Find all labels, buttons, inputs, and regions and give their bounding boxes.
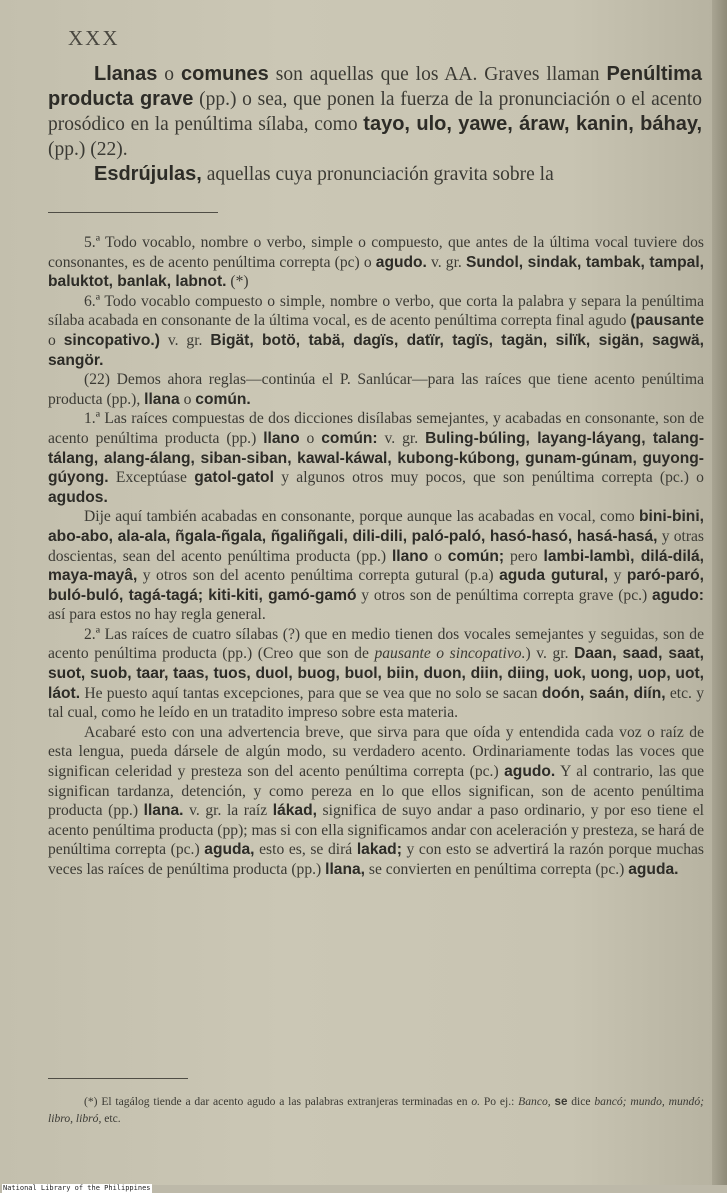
bold-term: agudo. <box>504 763 556 781</box>
library-credit: National Library of the Philippines <box>3 1184 151 1192</box>
bold-term: doón, saán, diín, <box>541 684 666 702</box>
notes-section <box>48 233 704 880</box>
bold-term: llano <box>263 429 300 447</box>
bold-term: común: <box>321 429 378 447</box>
bold-term: común; <box>447 547 505 565</box>
text-run: o <box>48 331 64 349</box>
bold-term: agudos. <box>48 488 108 506</box>
main-text <box>48 62 702 187</box>
text-run: Dije aquí también acabadas en consonante, porque aunque las acabadas en vocal, como <box>84 508 640 526</box>
page-number: XXX <box>68 26 120 50</box>
italic-term: pausante o sincopativo. <box>374 645 526 663</box>
bold-term: se <box>554 1095 568 1108</box>
bold-term: (pausante <box>630 312 704 330</box>
bold-term: aguda, <box>204 841 255 859</box>
bold-term: llano <box>391 547 429 565</box>
text-run: son aquellas que los AA. Graves llaman <box>268 64 607 85</box>
text-run: He puesto aquí tantas excepciones, para que se vea que no solo se sacan <box>80 684 542 702</box>
bold-term: Daan, saad, saat, suot, suob, taar, taas, tuos, duol, buog, buol, biin, duon, diin, diing, uok, uong, uop, uot, láot. <box>48 645 704 702</box>
text-run: significa de suyo andar a paso ordinario, y por eso tiene el acento penúltima producta (pp); mas si con ella significamos andar con aceleración y presteza, se hará de penúltima correpta (pc.) <box>48 802 704 859</box>
paragraph-esdrujulas <box>48 162 702 187</box>
bold-term: llana <box>144 390 180 408</box>
text-run: aquellas cuya pronunciación gravita sobre la <box>201 164 554 185</box>
text-run: v. gr. <box>159 331 211 349</box>
footnote <box>48 1093 704 1127</box>
text-run: etc. <box>101 1112 121 1125</box>
page-edge <box>712 0 727 1185</box>
text-run: (*) <box>226 273 249 291</box>
text-run: Acabaré esto con una advertencia breve, que sirva para que oída y entendida cada voz o raíz de esta lengua, pueda dársele de algún modo, su verdadero acento. Ordinariamente todas las voces que significan celeridad y presteza son del acento penúltima correpta (pc.) <box>48 723 704 781</box>
text-run: o <box>157 64 181 85</box>
text-run: y otros son del acento penúltima correpta gutural (p.a) <box>137 567 500 585</box>
note-dije <box>48 507 704 625</box>
text-run: dice <box>567 1095 595 1108</box>
text-run: Y al contrario, las que significan tardanza, detención, y como pereza en lo que ellos significan, son de acento penúltima producta (pp.) <box>48 763 704 820</box>
footnote-separator-top <box>48 212 218 213</box>
note-acabare <box>48 723 704 880</box>
note-rule-6 <box>48 292 704 370</box>
text-run: (pp.) (22). <box>48 139 128 160</box>
bold-term: Sundol, sindak, tambak, tampal, baluktot, banlak, labnot. <box>48 253 705 291</box>
text-run: o <box>179 390 196 408</box>
text-run: esto es, se dirá <box>254 841 357 859</box>
bold-term: Bigät, botö, tabä, dagïs, datïr, tagïs, tagän, silïk, sigän, sagwä, sangör. <box>48 331 704 369</box>
text-run: se convierten en penúltima correpta (pc.) <box>364 861 629 878</box>
bold-term: Penúltima producta grave <box>48 63 703 110</box>
bold-term: gatol-gatol <box>194 469 274 487</box>
italic-term: bancó; mundo, mundó; libro, libró, <box>48 1095 705 1125</box>
text-run: pero <box>504 547 544 565</box>
italic-term: Banco, <box>518 1095 551 1108</box>
text-run: 6.ª Todo vocablo compuesto o simple, nombre o verbo, que corta la palabra y separa la penúltima sílaba acabada en consonante de la última vocal, es de acento penúltima correpta final agudo <box>48 292 704 330</box>
bold-term: tayo, ulo, yawe, áraw, kanin, báhay, <box>363 113 703 135</box>
bold-term: agudo: <box>652 586 704 604</box>
text-run: y <box>608 567 627 585</box>
bold-term: Llanas <box>94 63 158 85</box>
text-run: 1.ª Las raíces compuestas de dos dicciones disílabas semejantes, y acabadas en consonante, son de acento penúltima producta (pp.) <box>48 410 704 447</box>
text-run: así para estos no hay regla general. <box>48 606 266 624</box>
text-run: y otros son de penúltima correpta grave (pc.) <box>356 586 653 604</box>
text-run: Exceptúase <box>108 469 195 487</box>
bold-term: aguda gutural, <box>499 567 609 585</box>
bold-term: común. <box>195 390 251 408</box>
bold-term: Esdrújulas, <box>94 163 202 185</box>
note-rule-2 <box>48 625 704 723</box>
paragraph-llanas <box>48 62 702 162</box>
bold-term: lambi-lambì, dilá-dilá, maya-mayâ, <box>48 547 704 585</box>
bold-term: Buling-búling, layang-láyang, talang-tálang, alang-álang, siban-siban, kawal-káwal, kubong-kúbong, gunam-gúnam, guyong-gúyong. <box>48 429 705 487</box>
text-run: (*) El tagálog tiende a dar acento agudo a las palabras extranjeras terminadas en <box>84 1095 472 1108</box>
bold-term: llana, <box>325 861 365 878</box>
text-run: v. gr. <box>377 429 426 447</box>
footnote-separator-bottom <box>48 1078 188 1079</box>
text-run: etc. y tal cual, como he leído en un tratadito impreso sobre esta materia. <box>48 684 704 722</box>
bold-term: lakad; <box>356 841 402 859</box>
bold-term: comunes <box>180 63 269 85</box>
text-run: Po ej.: <box>480 1095 519 1108</box>
text-run: 5.ª Todo vocablo, nombre o verbo, simple o compuesto, que antes de la última vocal tuviere dos consonantes, es de acento penúltima correpta (pc) o <box>48 234 704 271</box>
text-run: y algunos otros muy pocos, que son penúltima correpta (pc.) o <box>273 469 704 487</box>
text-run: y otras doscientas, sean del acento penúltima producta (pp.) <box>48 527 705 565</box>
text-run: 2.ª Las raíces de cuatro sílabas (?) que en medio tienen dos vocales semejantes y seguidas, son de acento penúltima producta (pp.) (Creo que son de <box>48 625 704 663</box>
footnote-text <box>48 1093 704 1127</box>
text-run: o <box>299 429 322 447</box>
bold-term: sincopativo.) <box>63 331 160 349</box>
text-run: v. gr. la raíz <box>183 802 273 820</box>
text-run: v. gr. <box>426 253 466 271</box>
text-run: y con esto se advertirá la razón porque muchas veces las raíces de penúltima producta (pp.) <box>48 841 705 878</box>
bold-term: lákad, <box>272 802 317 820</box>
text-run: o <box>428 547 448 565</box>
bold-term: paró-paró, buló-buló, tagá-tagá; kiti-kiti, gamó-gamó <box>48 567 704 604</box>
note-22 <box>48 370 704 409</box>
text-run: (pp.) o sea, que ponen la fuerza de la pronunciación o el acento prosódico en la penúltima sílaba, como <box>48 89 703 135</box>
bold-term: agudo. <box>375 253 427 271</box>
bold-term: aguda. <box>628 861 679 878</box>
text-run: (22) Demos ahora reglas—continúa el P. Sanlúcar—para las raíces que tiene acento penúltima producta (pp.), <box>48 371 704 408</box>
italic-term: o. <box>471 1095 481 1108</box>
bold-term: llana. <box>143 802 184 820</box>
note-rule-5 <box>48 233 704 292</box>
bold-term: bini-bini, abo-abo, ala-ala, ñgala-ñgala, ñgaliñgali, dili-dili, paló-paló, hasó-hasó, hasá-hasá, <box>48 508 704 545</box>
note-rule-1 <box>48 409 704 507</box>
text-run: ) v. gr. <box>525 645 575 663</box>
